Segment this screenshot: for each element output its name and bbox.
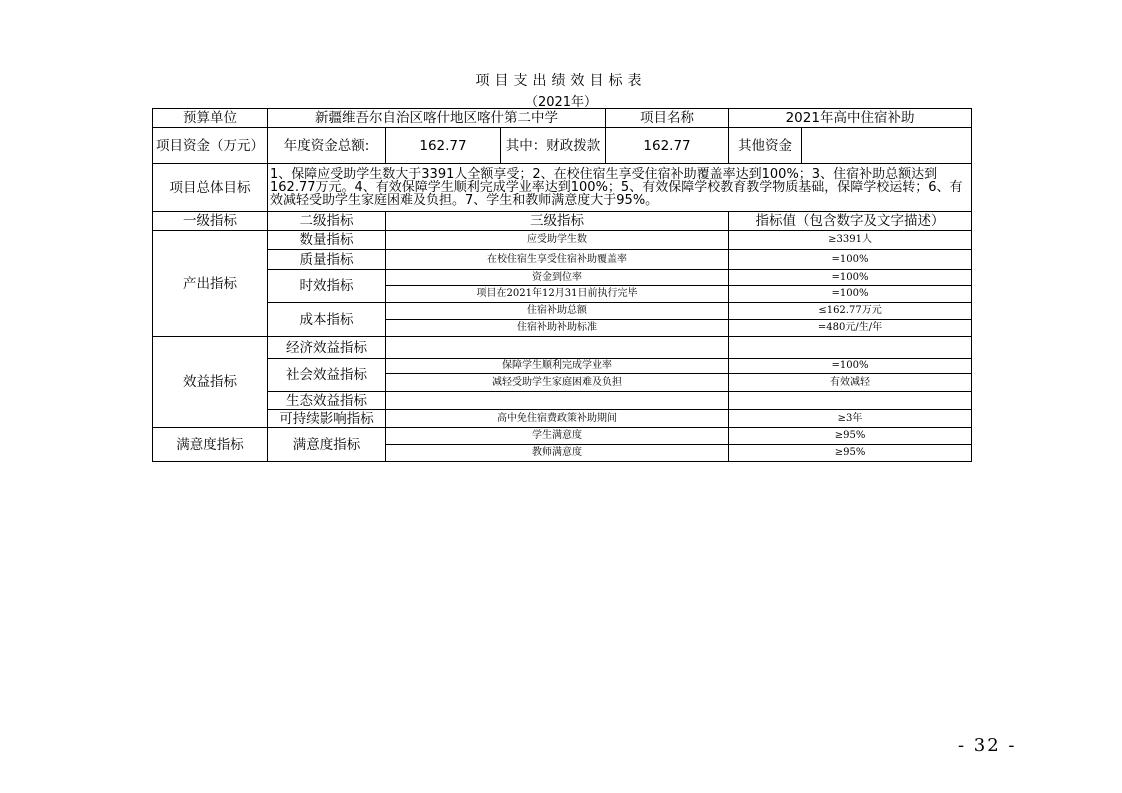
indicator-value: ≥3391人 [729,231,972,250]
document-year: （2021年） [524,95,598,110]
project-name-value: 2021年高中住宿补助 [729,109,972,128]
indicator-value: =100% [729,286,972,303]
document-title: 项目支出绩效目标表 [475,73,647,89]
budget-unit-value: 新疆维吾尔自治区喀什地区喀什第二中学 [268,109,606,128]
indicator-value [729,337,972,359]
project-funds-label: 项目资金（万元） [153,128,268,164]
indicator-name [386,337,729,359]
indicator-name [386,392,729,410]
header-level3: 三级指标 [386,212,729,231]
overall-goal-label: 项目总体目标 [153,164,268,212]
header-level2: 二级指标 [268,212,386,231]
indicator-name: 学生满意度 [386,428,729,445]
level1-benefit: 效益指标 [153,337,268,428]
level1-satisfaction: 满意度指标 [153,428,268,462]
indicator-name: 高中免住宿费政策补助期间 [386,410,729,428]
indicator-name: 住宿补助补助标准 [386,320,729,337]
header-value: 指标值（包含数字及文字描述） [729,212,972,231]
overall-goal-text: 1、保障应受助学生数大于3391人全额享受；2、在校住宿生享受住宿补助覆盖率达到100%；3、住宿补助总额达到162.77万元。4、有效保障学生顺利完成学业率达到100%；5、有效保障学校教育教学物质基础，保障学校运转；6、有效减轻受助学生家庭困难及负担。7、学生和教师满意度大于95%。 [268,164,972,212]
project-name-label: 项目名称 [606,109,729,128]
indicator-name: 资金到位率 [386,270,729,286]
level2-sustainable: 可持续影响指标 [268,410,386,428]
indicator-name: 减轻受助学生家庭困难及负担 [386,374,729,392]
annual-total-label: 年度资金总额: [268,128,386,164]
indicator-name: 应受助学生数 [386,231,729,250]
performance-target-table [152,108,972,462]
level2-social: 社会效益指标 [268,359,386,392]
indicator-value: ≥95% [729,445,972,462]
indicator-name: 教师满意度 [386,445,729,462]
page-number: - 32 - [958,735,1017,756]
fiscal-label: 其中：财政拨款 [501,128,606,164]
indicator-name: 保障学生顺利完成学业率 [386,359,729,374]
indicator-name: 在校住宿生享受住宿补助覆盖率 [386,250,729,270]
level2-quality: 质量指标 [268,250,386,270]
indicator-value: ≤162.77万元 [729,303,972,320]
indicator-name: 项目在2021年12月31日前执行完毕 [386,286,729,303]
level2-timeliness: 时效指标 [268,270,386,303]
indicator-value: =100% [729,359,972,374]
level2-satisfaction: 满意度指标 [268,428,386,462]
level2-economic: 经济效益指标 [268,337,386,359]
indicator-value: =480元/生/年 [729,320,972,337]
indicator-value: 有效减轻 [729,374,972,392]
level2-ecological: 生态效益指标 [268,392,386,410]
budget-unit-label: 预算单位 [153,109,268,128]
other-funds-value [802,128,972,164]
annual-total-value: 162.77 [386,128,501,164]
indicator-value: ≥95% [729,428,972,445]
header-level1: 一级指标 [153,212,268,231]
level1-output: 产出指标 [153,231,268,337]
indicator-value: =100% [729,250,972,270]
indicator-value [729,392,972,410]
level2-cost: 成本指标 [268,303,386,337]
indicator-value: ≥3年 [729,410,972,428]
other-funds-label: 其他资金 [729,128,802,164]
indicator-name: 住宿补助总额 [386,303,729,320]
level2-quantity: 数量指标 [268,231,386,250]
fiscal-value: 162.77 [606,128,729,164]
indicator-value: =100% [729,270,972,286]
